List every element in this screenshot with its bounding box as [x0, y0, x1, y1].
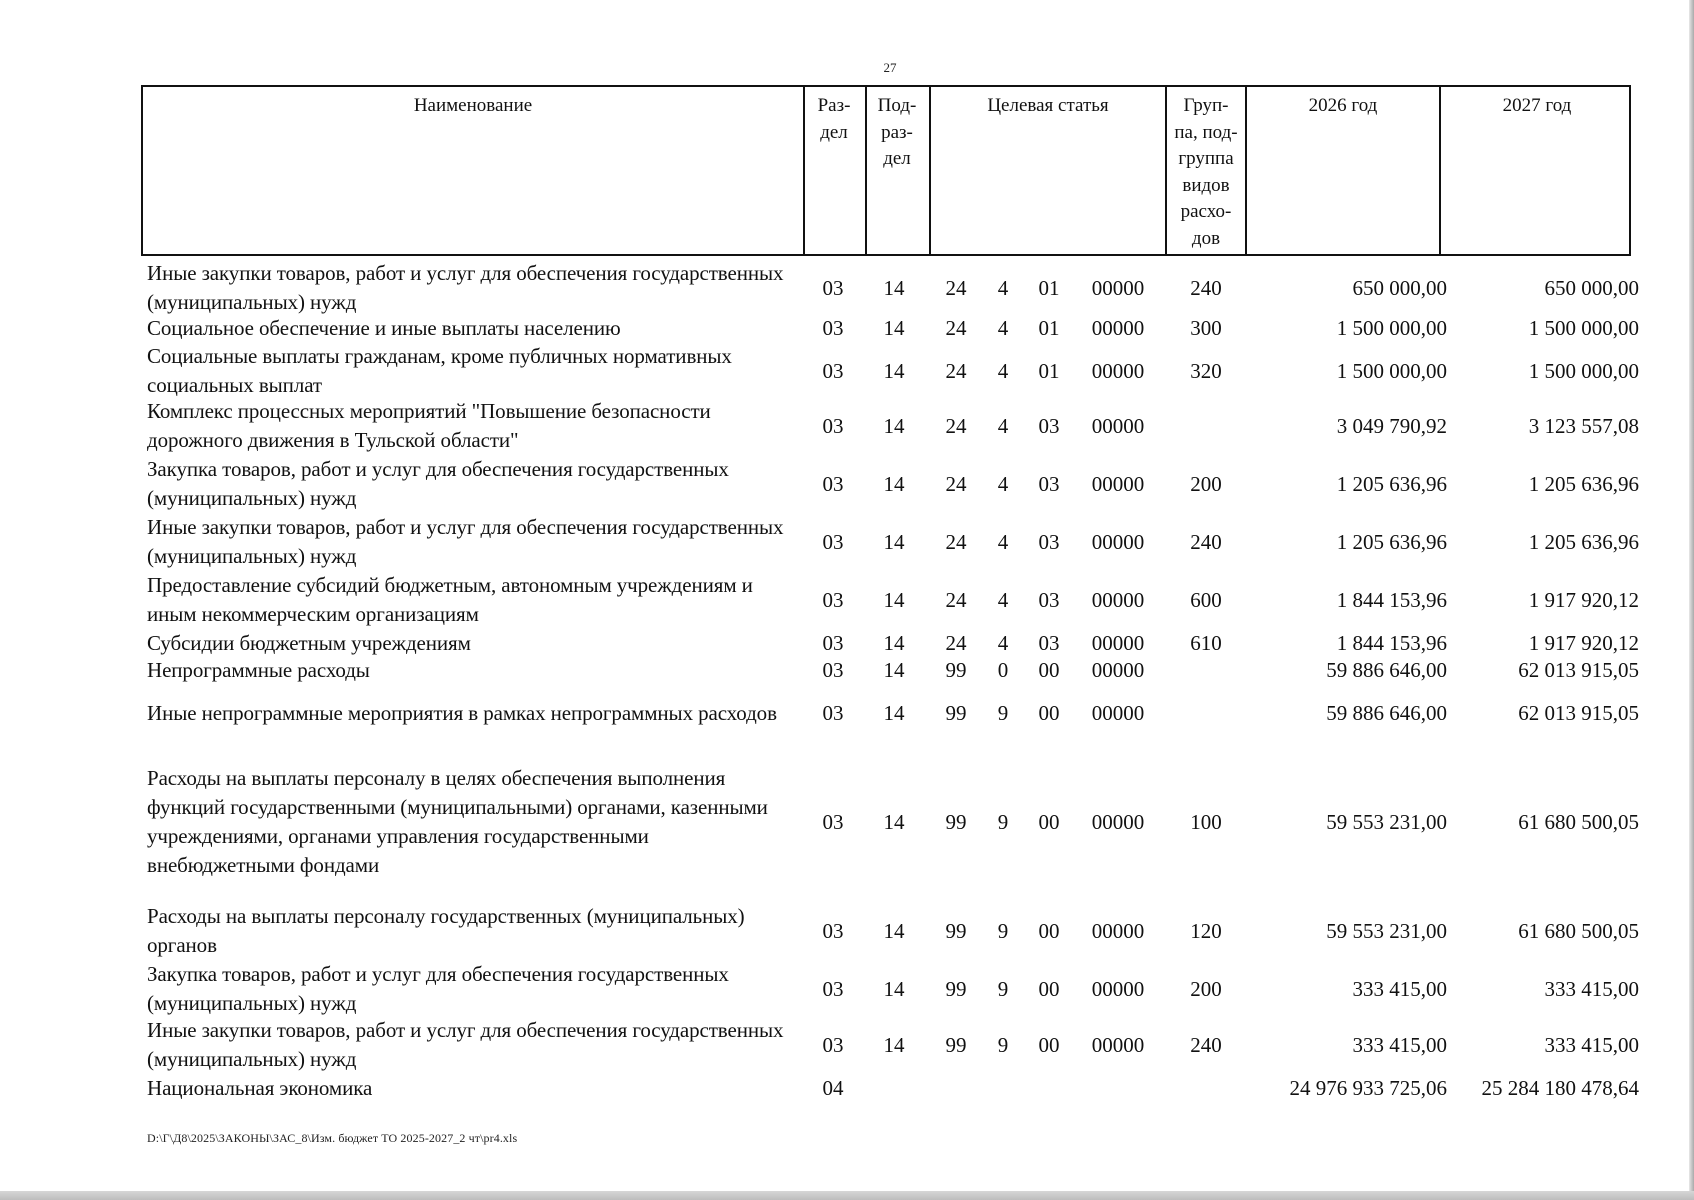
row-target-program: 24: [945, 275, 967, 300]
row-name: Комплекс процессных мероприятий "Повышение безопасности дорожного движения в Тульской области": [147, 399, 711, 452]
row-target-event: 00: [1038, 976, 1060, 1001]
row-razdel: 03: [822, 471, 844, 496]
row-razdel: 03: [822, 700, 844, 725]
row-target-event: 00: [1038, 809, 1060, 834]
row-expense-group: 120: [1190, 918, 1222, 943]
row-razdel: 03: [822, 657, 844, 682]
row-amount-2026: 59 886 646,00: [1326, 657, 1447, 682]
table-row: [141, 1074, 1639, 1102]
row-name: Социальные выплаты гражданам, кроме публичных нормативных социальных выплат: [147, 344, 732, 397]
header-celevaya-statya: Целевая статья: [929, 87, 1165, 254]
row-target-direction: 00000: [1091, 529, 1145, 554]
row-target-subprogram: 4: [997, 358, 1009, 383]
row-amount-2027: 61 680 500,05: [1518, 809, 1639, 834]
row-amount-2027: 3 123 557,08: [1528, 413, 1639, 438]
row-podrazdel: 14: [883, 471, 905, 496]
row-expense-group: 600: [1190, 587, 1222, 612]
row-name: Закупка товаров, работ и услуг для обеспечения государственных (муниципальных) нужд: [147, 962, 729, 1015]
row-name: Предоставление субсидий бюджетным, автономным учреждениям и иным некоммерческим организациям: [147, 573, 753, 626]
row-podrazdel: 14: [883, 657, 905, 682]
row-target-event: 01: [1038, 358, 1060, 383]
row-target-direction: 00000: [1091, 471, 1145, 496]
row-name: Непрограммные расходы: [147, 657, 370, 682]
row-target-program: 99: [945, 657, 967, 682]
row-expense-group: 300: [1190, 315, 1222, 340]
header-razdel-text: Раз- дел: [817, 95, 851, 143]
row-expense-group: 240: [1190, 275, 1222, 300]
table-row: [141, 742, 1639, 902]
row-target-direction: 00000: [1091, 1032, 1145, 1057]
row-name: Иные закупки товаров, работ и услуг для обеспечения государственных (муниципальных) нужд: [147, 515, 784, 568]
row-podrazdel: 14: [883, 976, 905, 1001]
row-podrazdel: 14: [883, 587, 905, 612]
row-razdel: 03: [822, 358, 844, 383]
row-target-program: 99: [945, 918, 967, 943]
row-amount-2026: 333 415,00: [1352, 1032, 1447, 1057]
table-row: [141, 656, 1639, 684]
row-amount-2027: 1 205 636,96: [1528, 471, 1639, 496]
row-name: Социальное обеспечение и иные выплаты населению: [147, 315, 621, 340]
row-razdel: 03: [822, 630, 844, 655]
row-razdel: 03: [822, 529, 844, 554]
row-target-program: 99: [945, 809, 967, 834]
row-target-subprogram: 4: [997, 315, 1009, 340]
row-razdel: 03: [822, 918, 844, 943]
row-name: Иные закупки товаров, работ и услуг для обеспечения государственных (муниципальных) нужд: [147, 1018, 784, 1071]
table-row: [141, 259, 1639, 317]
row-amount-2026: 1 500 000,00: [1336, 358, 1447, 383]
row-target-subprogram: 4: [997, 529, 1009, 554]
row-podrazdel: 14: [883, 315, 905, 340]
row-target-program: 99: [945, 976, 967, 1001]
table-row: [141, 513, 1639, 571]
scan-edge-bottom: [0, 1191, 1694, 1200]
row-target-event: 01: [1038, 315, 1060, 340]
row-target-event: 00: [1038, 1032, 1060, 1057]
row-podrazdel: 14: [883, 918, 905, 943]
row-amount-2026: 1 500 000,00: [1336, 315, 1447, 340]
header-gruppa: [1165, 87, 1245, 254]
row-target-direction: 00000: [1091, 918, 1145, 943]
row-target-program: 99: [945, 1032, 967, 1057]
header-podrazdel-text: Под- раз- дел: [877, 95, 917, 169]
header-year-2026: 2026 год: [1245, 87, 1439, 254]
row-target-subprogram: 4: [997, 630, 1009, 655]
table-header: [141, 85, 1631, 256]
row-name: Расходы на выплаты персоналу в целях обеспечения выполнения функций государственными (муниципальными) органами, казенными учреждениями, органами управления государственными внебюджетными фондами: [147, 766, 768, 877]
row-podrazdel: 14: [883, 413, 905, 438]
row-target-program: 24: [945, 315, 967, 340]
table-row: [141, 684, 1639, 742]
header-podrazdel: [865, 87, 927, 254]
row-amount-2027: 1 917 920,12: [1528, 587, 1639, 612]
table-row: [141, 571, 1639, 629]
table-row: [141, 397, 1639, 455]
row-target-subprogram: 9: [997, 700, 1009, 725]
row-target-direction: 00000: [1091, 657, 1145, 682]
row-expense-group: 240: [1190, 1032, 1222, 1057]
row-amount-2026: 59 553 231,00: [1326, 918, 1447, 943]
row-amount-2026: 3 049 790,92: [1336, 413, 1447, 438]
row-target-event: 00: [1038, 700, 1060, 725]
page-number: 27: [883, 60, 897, 75]
row-podrazdel: 14: [883, 529, 905, 554]
row-target-event: 03: [1038, 471, 1060, 496]
row-target-program: 24: [945, 471, 967, 496]
header-year-2027: 2027 год: [1439, 87, 1633, 254]
row-target-direction: 00000: [1091, 275, 1145, 300]
row-target-direction: 00000: [1091, 976, 1145, 1001]
row-target-event: 03: [1038, 413, 1060, 438]
table-row: [141, 314, 1639, 342]
row-razdel: 03: [822, 976, 844, 1001]
row-expense-group: 240: [1190, 529, 1222, 554]
row-razdel: 03: [822, 413, 844, 438]
table-row: [141, 902, 1639, 960]
row-target-direction: 00000: [1091, 630, 1145, 655]
row-target-event: 00: [1038, 918, 1060, 943]
row-target-subprogram: 0: [997, 657, 1009, 682]
header-razdel: [803, 87, 863, 254]
row-amount-2027: 62 013 915,05: [1518, 657, 1639, 682]
row-amount-2027: 1 205 636,96: [1528, 529, 1639, 554]
table-row: [141, 455, 1639, 513]
table-row: [141, 960, 1639, 1018]
row-razdel: 03: [822, 275, 844, 300]
row-podrazdel: 14: [883, 358, 905, 383]
row-amount-2026: 59 553 231,00: [1326, 809, 1447, 834]
row-razdel: 03: [822, 809, 844, 834]
row-name: Иные закупки товаров, работ и услуг для обеспечения государственных (муниципальных) нужд: [147, 261, 784, 314]
row-amount-2027: 1 500 000,00: [1528, 358, 1639, 383]
row-amount-2027: 61 680 500,05: [1518, 918, 1639, 943]
row-target-subprogram: 4: [997, 587, 1009, 612]
row-amount-2027: 333 415,00: [1544, 1032, 1639, 1057]
row-name: Национальная экономика: [147, 1075, 373, 1100]
row-target-program: 24: [945, 587, 967, 612]
row-amount-2026: 333 415,00: [1352, 976, 1447, 1001]
row-target-program: 24: [945, 413, 967, 438]
row-target-subprogram: 9: [997, 809, 1009, 834]
row-amount-2026: 1 844 153,96: [1336, 587, 1447, 612]
row-target-subprogram: 9: [997, 1032, 1009, 1057]
row-target-subprogram: 9: [997, 976, 1009, 1001]
row-expense-group: 200: [1190, 976, 1222, 1001]
row-target-direction: 00000: [1091, 587, 1145, 612]
row-target-direction: 00000: [1091, 315, 1145, 340]
row-target-program: 99: [945, 700, 967, 725]
row-expense-group: 200: [1190, 471, 1222, 496]
row-target-program: 24: [945, 630, 967, 655]
row-amount-2027: 650 000,00: [1544, 275, 1639, 300]
row-amount-2026: 1 205 636,96: [1336, 529, 1447, 554]
row-amount-2026: 650 000,00: [1352, 275, 1447, 300]
row-target-direction: 00000: [1091, 809, 1145, 834]
row-amount-2026: 59 886 646,00: [1326, 700, 1447, 725]
row-name: Субсидии бюджетным учреждениям: [147, 630, 471, 655]
row-name: Иные непрограммные мероприятия в рамках непрограммных расходов: [147, 700, 777, 725]
row-target-subprogram: 4: [997, 275, 1009, 300]
row-amount-2026: 1 205 636,96: [1336, 471, 1447, 496]
row-name: Закупка товаров, работ и услуг для обеспечения государственных (муниципальных) нужд: [147, 457, 729, 510]
row-podrazdel: 14: [883, 1032, 905, 1057]
row-podrazdel: 14: [883, 700, 905, 725]
row-podrazdel: 14: [883, 275, 905, 300]
row-target-event: 03: [1038, 630, 1060, 655]
row-podrazdel: 14: [883, 630, 905, 655]
table-row: [141, 342, 1639, 400]
row-amount-2027: 333 415,00: [1544, 976, 1639, 1001]
row-target-subprogram: 4: [997, 471, 1009, 496]
row-amount-2027: 62 013 915,05: [1518, 700, 1639, 725]
row-razdel: 03: [822, 315, 844, 340]
row-razdel: 04: [822, 1075, 844, 1100]
row-expense-group: 100: [1190, 809, 1222, 834]
row-name: Расходы на выплаты персоналу государственных (муниципальных) органов: [147, 904, 745, 957]
table-row: [141, 1016, 1639, 1074]
row-target-event: 01: [1038, 275, 1060, 300]
file-path-footer: D:\Г\Д8\2025\ЗАКОНЫ\ЗАС_8\Изм. бюджет ТО 2025-2027_2 чт\pr4.xls: [147, 1131, 518, 1145]
row-target-subprogram: 4: [997, 413, 1009, 438]
row-amount-2027: 1 917 920,12: [1528, 630, 1639, 655]
row-target-program: 24: [945, 529, 967, 554]
row-target-event: 03: [1038, 529, 1060, 554]
row-amount-2026: 24 976 933 725,06: [1289, 1075, 1447, 1100]
row-target-subprogram: 9: [997, 918, 1009, 943]
scan-edge-right: [1689, 0, 1694, 1200]
row-target-program: 24: [945, 358, 967, 383]
row-target-direction: 00000: [1091, 700, 1145, 725]
row-amount-2026: 1 844 153,96: [1336, 630, 1447, 655]
header-name: Наименование: [413, 95, 533, 116]
row-target-direction: 00000: [1091, 358, 1145, 383]
row-podrazdel: 14: [883, 809, 905, 834]
row-target-event: 03: [1038, 587, 1060, 612]
row-target-event: 00: [1038, 657, 1060, 682]
table-row: [141, 629, 1639, 657]
header-gruppa-text: Груп- па, под- группа видов расхо- дов: [1174, 95, 1238, 249]
row-expense-group: 610: [1190, 630, 1222, 655]
row-razdel: 03: [822, 587, 844, 612]
row-target-direction: 00000: [1091, 413, 1145, 438]
row-expense-group: 320: [1190, 358, 1222, 383]
row-amount-2027: 1 500 000,00: [1528, 315, 1639, 340]
row-amount-2027: 25 284 180 478,64: [1481, 1075, 1639, 1100]
row-razdel: 03: [822, 1032, 844, 1057]
